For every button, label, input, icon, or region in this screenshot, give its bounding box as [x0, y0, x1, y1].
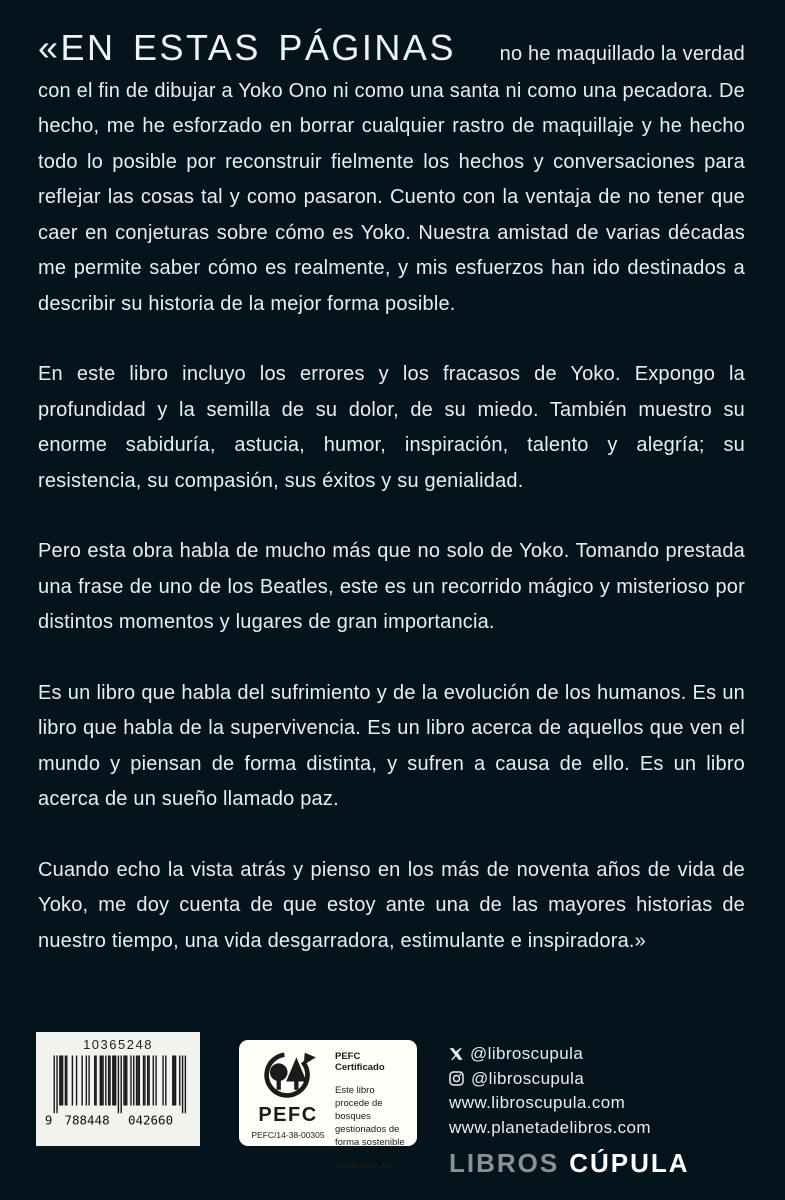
pefc-logo-column — [249, 1049, 327, 1140]
x-handle: @libroscupula — [470, 1044, 584, 1063]
libros-cupula-logo — [449, 1148, 690, 1179]
svg-text:9: 9 — [44, 1112, 53, 1128]
pefc-license-number: PEFC/14-38-00305 — [251, 1130, 325, 1140]
logo-word-libros: LIBROS — [449, 1148, 560, 1178]
publisher-website: www.libroscupula.com — [449, 1093, 626, 1112]
quote-paragraph-4: Es un libro que habla del sufrimiento y de la evolución de los humanos. Es un libro que habla de la supervivencia. Es un libro acerca de aquellos que ven el mundo y piensan de forma distinta, y sufren a causa de ello. Es un libro acerca de un sueño llamado paz. — [38, 681, 745, 811]
pefc-text-column — [335, 1049, 409, 1171]
quote-paragraph-2: En este libro incluyo los errores y los fracasos de Yoko. Expongo la profundidad y la semilla de su dolor, de su miedo. También muestro su enorme sabiduría, astucia, humor, inspiración, talento y alegría; su resistencia, su compasión, sus éxitos y su genialidad. — [38, 363, 745, 492]
quote-paragraph-3: Pero esta obra habla de mucho más que no solo de Yoko. Tomando prestada una frase de uno de los Beatles, este es un recorrido mágico y misterioso por distintos momentos y lugares de gran importancia. — [38, 540, 745, 634]
bottom-strip — [36, 1032, 690, 1179]
ean13-barcode-icon — [42, 1054, 194, 1132]
pefc-trees-icon — [258, 1049, 318, 1101]
svg-text:042660: 042660 — [127, 1112, 174, 1128]
pefc-website: www.pefc.es — [335, 1160, 393, 1171]
logo-word-cupula: CÚPULA — [569, 1148, 690, 1178]
pefc-title: PEFC Certificado — [335, 1051, 385, 1073]
instagram-icon — [449, 1071, 464, 1086]
barcode-top-number: 10365248 — [83, 1037, 153, 1052]
instagram-handle: @libroscupula — [471, 1068, 585, 1088]
pefc-logo-text: PEFC — [258, 1104, 318, 1126]
pefc-certificate — [239, 1040, 417, 1171]
quote-paragraph-5: Cuando echo la vista atrás y pienso en los más de noventa años de vida de Yoko, me doy cuenta de que estoy ante una de las mayores historias de nuestro tiempo, una vida desgarradora, estimulante e inspiradora.» — [38, 858, 745, 952]
x-handle-row — [449, 1042, 690, 1067]
svg-text:788448: 788448 — [64, 1112, 110, 1128]
quote-first-line — [38, 28, 745, 68]
instagram-handle-row — [449, 1067, 690, 1092]
quote-block — [38, 28, 745, 959]
publisher-block — [449, 1042, 690, 1179]
quote-paragraph-1: con el fin de dibujar a Yoko Ono ni como una santa ni como una pecadora. De hecho, me he esforzado en borrar cualquier rastro de maquillaje y he hecho todo lo posible por reconstruir fielmente los hechos y conversaciones para reflejar las cosas tal y como pasaron. Cuento con la ventaja de no tener que caer en conjeturas sobre cómo es Yoko. Nuestra amistad de varias décadas me permite saber cómo es realmente, y mis esfuerzos han ido destinados a describir su historia de la mejor forma posible. — [38, 79, 745, 315]
quote-lead-caps: «EN ESTAS PÁGINAS — [38, 27, 456, 68]
quote-lead-tail: no he maquillado la verdad — [499, 43, 745, 65]
planetadelibros-website: www.planetadelibros.com — [449, 1117, 651, 1137]
x-twitter-icon — [449, 1047, 463, 1061]
pefc-description: Este libro procede de bosques gestionados de forma sostenible — [335, 1085, 405, 1148]
barcode-label — [36, 1032, 200, 1146]
